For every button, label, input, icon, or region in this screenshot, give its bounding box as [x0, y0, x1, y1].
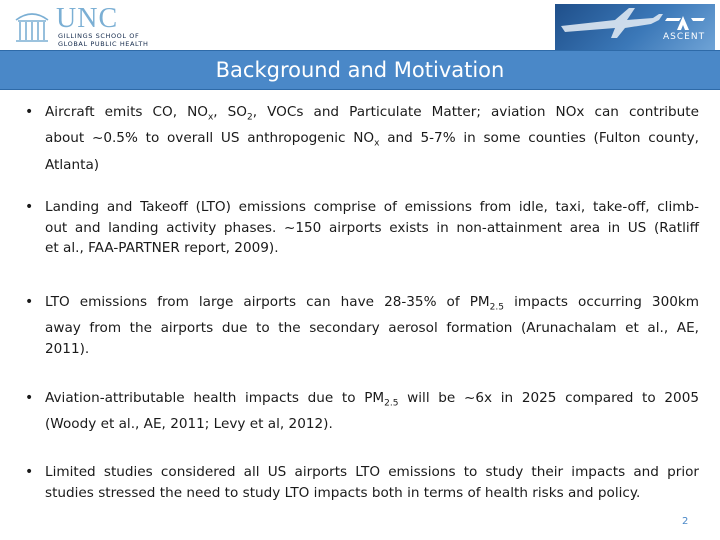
bullet-line: Landing and Takeoff (LTO) emissions comprise of emissions from idle, taxi, take-off, climb-	[45, 199, 699, 215]
bullet-text	[45, 292, 699, 360]
bullet-marker: •	[25, 199, 34, 215]
page-number: 2	[682, 516, 689, 527]
bullet-marker: •	[25, 294, 34, 310]
bullet-line: Aircraft emits CO, $NO_x$, $SO_2$, VOCs and Particulate Matter; aviation NOx can contribute	[45, 104, 699, 123]
unc-gillings-logo	[12, 3, 182, 50]
subscript: 2.5	[384, 398, 399, 409]
bullet-text	[45, 197, 699, 259]
subscript: x	[374, 139, 380, 150]
airplane-icon	[555, 4, 715, 50]
bullet-text	[45, 388, 699, 435]
bullet-line: studies stressed the need to study LTO impacts both in terms of health risks and policy.	[45, 484, 641, 501]
bullet-line: (Woody et al., AE, 2011; Levy et al, 2012).	[45, 416, 333, 433]
subscript: 2.5	[489, 302, 504, 313]
bullet-marker: •	[25, 390, 34, 406]
logo-mark: UNC	[56, 3, 119, 34]
logo-line-1: GILLINGS SCHOOL OF	[58, 32, 140, 40]
bullet-marker: •	[25, 464, 34, 480]
bullet-line: et al., FAA-PARTNER report, 2009).	[45, 240, 279, 257]
bullet-line: away from the airports due to the secondary aerosol formation (Arunachalam et al., AE,	[45, 320, 699, 337]
subscript: 2	[247, 112, 253, 123]
ascent-logo	[555, 4, 715, 50]
logo-line-2: GLOBAL PUBLIC HEALTH	[58, 40, 149, 48]
bullet-line: Limited studies considered all US airports LTO emissions to study their impacts and prior	[45, 464, 699, 480]
bullet-line: Aviation-attributable health impacts due to $PM_{2.5}$ will be ~6x in 2025 compared to 2005	[45, 390, 699, 409]
bullet-text	[45, 102, 699, 176]
bullet-line: Atlanta)	[45, 156, 100, 173]
bullet-marker: •	[25, 104, 34, 120]
bullet-line: out and landing activity phases. ~150 airports exists in non-attainment area in US (Ratliff	[45, 219, 699, 236]
title-banner	[0, 50, 720, 90]
bullet-line: about ~0.5% to overall US anthropogenic $NO_x$ and 5-7% in some counties (Fulton county,	[45, 130, 700, 150]
bullet-line: 2011).	[45, 341, 90, 358]
ascent-label: ASCENT	[663, 32, 706, 42]
bullet-line: LTO emissions from large airports can have 28-35% of $PM_{2.5}$ impacts occurring 300km	[45, 294, 699, 313]
page-title: Background and Motivation	[215, 58, 505, 82]
subscript: x	[207, 112, 214, 123]
bullet-text	[45, 462, 699, 503]
